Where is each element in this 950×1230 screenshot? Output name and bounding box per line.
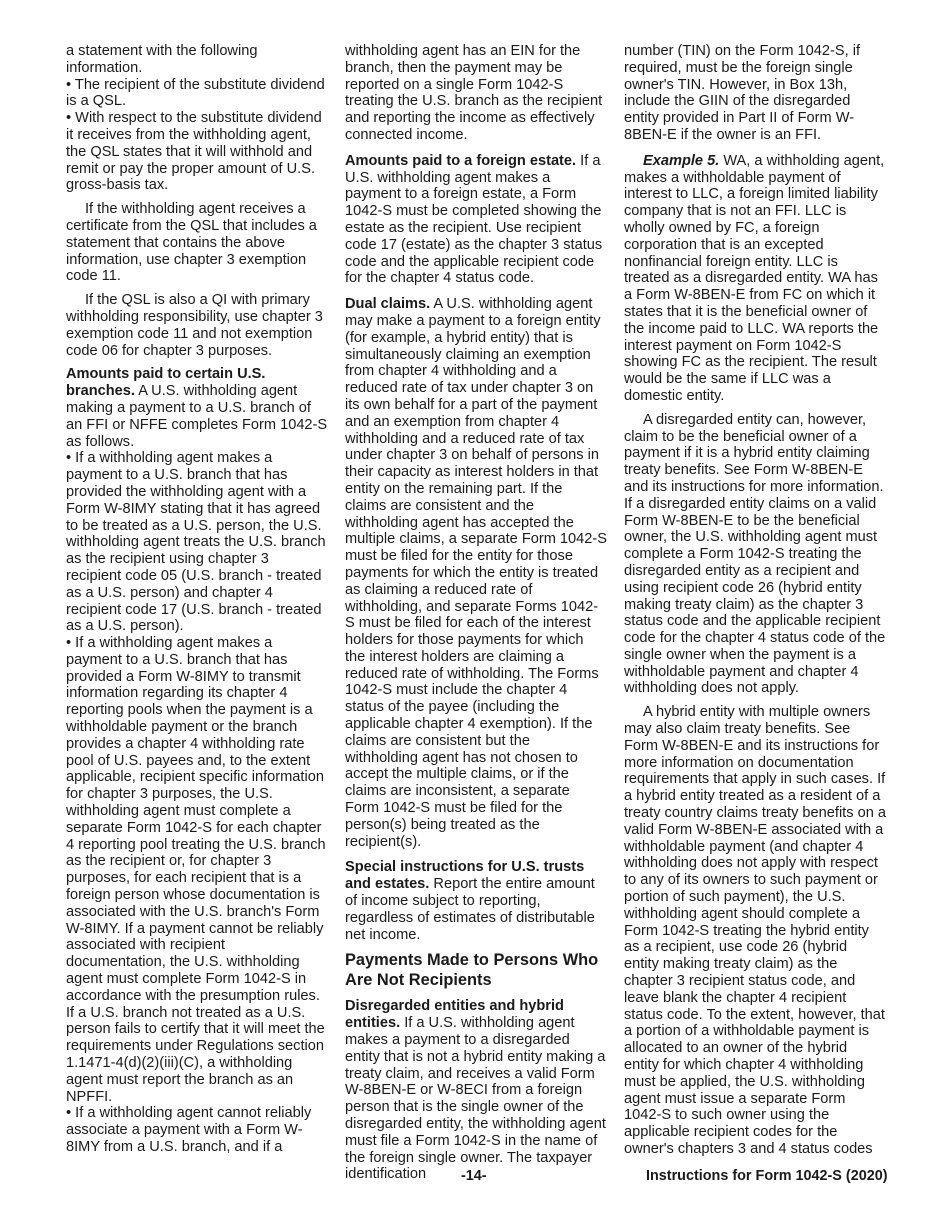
run-in-heading: Dual claims.	[345, 296, 431, 313]
run-in-heading: Disregarded entities and hybrid entities.	[345, 998, 564, 1032]
paragraph: If the QSL is also a QI with primary withholding responsibility, use chapter 3 exemption code 11 and not exemption code 06 for chapter 3 purposes.	[66, 292, 323, 359]
bullet-item: • The recipient of the substitute dividend is a QSL.	[66, 76, 325, 110]
trusts-paragraph	[345, 859, 607, 943]
column-2	[345, 43, 607, 1190]
run-in-heading: Amounts paid to certain U.S. branches.	[66, 366, 266, 400]
section-heading: Payments Made to Persons Who Are Not Recipients	[345, 951, 599, 989]
paragraph: a statement with the following information.	[66, 43, 258, 76]
paragraph-text: If a U.S. withholding agent makes a payment to a disregarded entity that is not a hybrid entity making a treaty claim, and receives a valid Form W-8BEN-E or W-8ECI from a foreign person that is the single owner of the disregarded entity, the withholding agent must file a Form 1042-S in the name of the foreign single owner. The taxpayer identification	[345, 1015, 606, 1183]
bullet-item: • If a withholding agent makes a payment to a U.S. branch that has provided a Form W-8IMY to transmit information regarding its chapter 4 reporting pools when the payment is a withholdable payment or the branch provides a chapter 4 withholding rate pool of U.S. payees and, to the extent applicable, recipient specific information for chapter 3 purposes, the U.S. withholding agent must complete a separate Form 1042-S for each chapter 4 reporting pool treating the U.S. branch as the recipient or, for chapter 3 purposes, for each recipient that is a foreign person whose documentation is associated with the U.S. branch's Form W-8IMY. If a payment cannot be reliably associated with recipient documentation, the U.S. withholding agent must complete Form 1042-S in accordance with the presumption rules. If a U.S. branch not treated as a U.S. person fails to certify that it will meet the requirements under Regulations section 1.1471-4(d)(2)(iii)(C), a withholding agent must report the branch as an NPFFI.	[66, 635, 326, 1105]
paragraph: A hybrid entity with multiple owners may also claim treaty benefits. See Form W-8BEN-E and its instructions for more information on documentation requirements that apply in such cases. If a hybrid entity treated as a resident of a treaty country claims treaty benefits on a valid Form W-8BEN-E associated with a withholdable payment (and chapter 4 withholding does not apply with respect to any of its owners to such payment or portion of such payment), the U.S. withholding agent should complete a Form 1042-S treating the hybrid entity as a recipient, use code 26 (hybrid entity making treaty claim) as the chapter 3 recipient status code, and leave blank the chapter 4 recipient status code. To the extent, however, that a portion of a withholdable payment is allocated to an owner of the hybrid entity for which chapter 4 withholding must be applied, the U.S. withholding agent must issue a separate Form 1042-S to such owner using the applicable recipient codes for the owner's chapters 3 and 4 status codes	[624, 704, 886, 1157]
bullet-item: • With respect to the substitute dividend it receives from the withholding agent, the QSL states that it will withhold and remit or pay the proper amount of U.S. gross-basis tax.	[66, 110, 322, 194]
paragraph: If the withholding agent receives a certificate from the QSL that includes a statement that contains the above information, use chapter 3 exemption code 11.	[66, 201, 317, 285]
run-in-heading: Amounts paid to a foreign estate.	[345, 152, 577, 169]
estate-paragraph	[345, 153, 607, 287]
paragraph-text: A U.S. withholding agent may make a payment to a foreign entity (for example, a hybrid entity) that is simultaneously claiming an exemption from chapter 4 withholding and a reduced rate of tax under chapter 3 on its own behalf for a part of the payment and an exemption from chapter 4 withholding and a reduced rate of tax under chapter 3 on behalf of persons in their capacity as interest holders in that entity on the remaining part. If the claims are consistent and the withholding agent has accepted the multiple claims, a separate Form 1042-S must be filed for the entity for those payments for which the entity is treated as claiming a reduced rate of withholding, and separate Forms 1042-S must be filed for each of the interest holders for those payments for which the interest holders are claiming a reduced rate of withholding. The Forms 1042-S must include the chapter 4 status of the payee (including the applicable chapter 4 exemption). If the claims are consistent but the withholding agent has not chosen to accept the multiple claims, or if the claims are inconsistent, a separate Form 1042-S must be filed for the person(s) being treated as the recipient(s).	[345, 296, 607, 850]
example-label: Example 5.	[643, 152, 720, 169]
dual-claims-paragraph	[345, 296, 607, 850]
paragraph-text: A U.S. withholding agent making a payment to a U.S. branch of an FFI or NFFE completes Form 1042-S as follows.	[66, 383, 328, 450]
form-title: Instructions for Form 1042-S (2020)	[646, 1168, 888, 1184]
paragraph: number (TIN) on the Form 1042-S, if required, must be the foreign single owner's TIN. However, in Box 13h, include the GIIN of the disregarded entity provided in Part II of Form W-8BEN-E if the owner is an FFI.	[624, 43, 861, 143]
paragraph-text: If a U.S. withholding agent makes a payment to a foreign estate, a Form 1042-S must be completed showing the estate as the recipient. Use recipient code 17 (estate) as the chapter 3 status code and the applicable recipient code for the chapter 4 status code.	[345, 152, 603, 287]
paragraph-text: Report the entire amount of income subject to reporting, regardless of estimates of distributable net income.	[345, 876, 595, 943]
page-number: -14-	[461, 1168, 487, 1184]
column-3	[624, 43, 886, 1165]
example-paragraph	[624, 153, 886, 405]
bullet-item: • If a withholding agent cannot reliably associate a payment with a Form W-8IMY from a U.S. branch, and if a	[66, 1105, 312, 1155]
paragraph-text: WA, a withholding agent, makes a withholdable payment of interest to LLC, a foreign limited liability company that is not an FFI. LLC is wholly owned by FC, a foreign corporation that is an excepted nonfinancial foreign entity. LLC is treated as a disregarded entity. WA has a Form W-8BEN-E from FC on which it states that it is the beneficial owner of the income paid to LLC. WA reports the interest payment on Form 1042-S showing FC as the recipient. The result would be the same if LLC was a domestic entity.	[624, 152, 885, 404]
branches-paragraph	[66, 366, 328, 450]
disregarded-paragraph	[345, 998, 607, 1183]
paragraph: A disregarded entity can, however, claim to be the beneficial owner of a payment if it is a hybrid entity claiming treaty benefits. See Form W-8BEN-E and its instructions for more information. If a disregarded entity claims on a valid Form W-8BEN-E to be the beneficial owner, the U.S. withholding agent must complete a Form 1042-S treating the disregarded entity as a recipient and using recipient code 26 (hybrid entity making treaty claim) as the chapter 3 status code and the applicable recipient code for the chapter 4 status code of the single owner when the payment is a withholdable payment and chapter 4 withholding does not apply.	[624, 411, 886, 697]
column-1	[66, 43, 328, 1156]
paragraph: withholding agent has an EIN for the branch, then the payment may be reported on a single Form 1042-S treating the U.S. branch as the recipient and reporting the income as effectively connected income.	[345, 43, 603, 143]
run-in-heading: Special instructions for U.S. trusts and estates.	[345, 859, 585, 893]
bullet-item: • If a withholding agent makes a payment to a U.S. branch that has provided the withholding agent with a Form W-8IMY stating that it has agreed to be treated as a U.S. person, the U.S. withholding agent treats the U.S. branch as the recipient using chapter 3 recipient code 05 (U.S. branch - treated as a U.S. person) and chapter 4 recipient code 17 (U.S. branch - treated as a U.S. person).	[66, 450, 326, 635]
